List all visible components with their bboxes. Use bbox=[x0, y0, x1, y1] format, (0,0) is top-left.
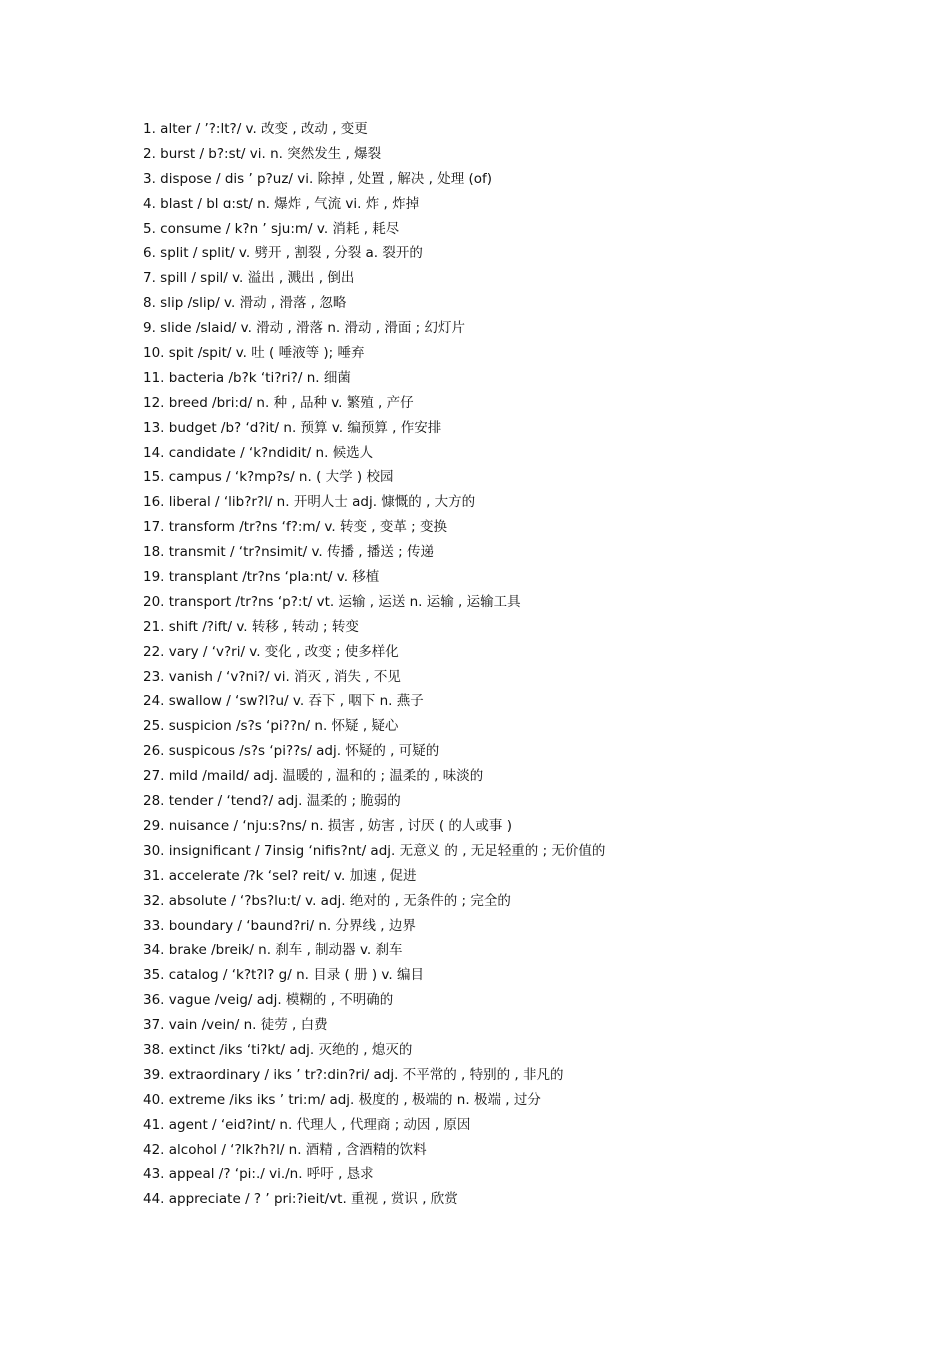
vocab-entry: 13. budget /b? ‘d?it/ n. 预算 v. 编预算 , 作安排 bbox=[143, 419, 442, 436]
vocab-entry: 38. extinct /iks ‘ti?kt/ adj. 灭绝的 , 熄灭的 bbox=[143, 1041, 413, 1058]
vocab-entry: 32. absolute / ‘?bs?lu:t/ v. adj. 绝对的 , 无条件的 ; 完全的 bbox=[143, 892, 511, 909]
vocab-entry: 19. transplant /tr?ns ‘pla:nt/ v. 移植 bbox=[143, 569, 380, 586]
vocab-entry: 3. dispose / dis ’ p?uz/ vi. 除掉 , 处置 , 解决 , 处理 (of) bbox=[143, 170, 493, 187]
vocab-entry: 26. suspicous /s?s ‘pi??s/ adj. 怀疑的 , 可疑的 bbox=[143, 743, 440, 760]
vocab-entry: 36. vague /veig/ adj. 模糊的 , 不明确的 bbox=[143, 992, 394, 1009]
vocabulary-list bbox=[143, 117, 923, 1212]
vocab-entry: 30. insignificant / 7insig ‘nifis?nt/ adj. 无意义 的 , 无足轻重的 ; 无价值的 bbox=[143, 842, 606, 859]
vocab-entry: 16. liberal / ‘lib?r?l/ n. 开明人士 adj. 慷慨的 , 大方的 bbox=[143, 494, 476, 511]
vocab-entry: 15. campus / ‘k?mp?s/ n. ( 大学 ) 校园 bbox=[143, 469, 394, 486]
vocab-entry: 11. bacteria /b?k ‘ti?ri?/ n. 细菌 bbox=[143, 369, 351, 386]
vocab-entry: 29. nuisance / ‘nju:s?ns/ n. 损害 , 妨害 , 讨厌 ( 的人或事 ) bbox=[143, 817, 512, 834]
vocab-entry: 21. shift /?ift/ v. 转移 , 转动 ; 转变 bbox=[143, 618, 359, 635]
vocab-entry: 34. brake /breik/ n. 刹车 , 制动器 v. 刹车 bbox=[143, 942, 403, 959]
vocab-entry: 2. burst / b?:st/ vi. n. 突然发生 , 爆裂 bbox=[143, 145, 382, 162]
vocab-entry: 22. vary / ‘v?ri/ v. 变化 , 改变 ; 使多样化 bbox=[143, 643, 399, 660]
vocab-entry: 24. swallow / ‘sw?l?u/ v. 吞下 , 咽下 n. 燕子 bbox=[143, 693, 424, 710]
vocab-entry: 28. tender / ‘tend?/ adj. 温柔的 ; 脆弱的 bbox=[143, 793, 401, 810]
vocab-entry: 17. transform /tr?ns ‘f?:m/ v. 转变 , 变革 ; 变换 bbox=[143, 519, 447, 536]
vocab-entry: 5. consume / k?n ’ sju:m/ v. 消耗 , 耗尽 bbox=[143, 220, 400, 237]
vocab-entry: 41. agent / ‘eid?int/ n. 代理人 , 代理商 ; 动因 , 原因 bbox=[143, 1116, 471, 1133]
vocab-entry: 12. breed /bri:d/ n. 种 , 品种 v. 繁殖 , 产仔 bbox=[143, 394, 414, 411]
vocab-entry: 9. slide /slaid/ v. 滑动 , 滑落 n. 滑动 , 滑面 ; 幻灯片 bbox=[143, 320, 465, 337]
vocab-entry: 8. slip /slip/ v. 滑动 , 滑落 , 忽略 bbox=[143, 295, 347, 312]
vocab-entry: 39. extraordinary / iks ’ tr?:din?ri/ adj. 不平常的 , 特别的 , 非凡的 bbox=[143, 1066, 564, 1083]
vocab-entry: 7. spill / spil/ v. 溢出 , 溅出 , 倒出 bbox=[143, 270, 355, 287]
vocab-entry: 25. suspicion /s?s ‘pi??n/ n. 怀疑 , 疑心 bbox=[143, 718, 399, 735]
vocab-entry: 37. vain /vein/ n. 徒劳 , 白费 bbox=[143, 1017, 328, 1034]
vocab-entry: 18. transmit / ‘tr?nsimit/ v. 传播 , 播送 ; 传递 bbox=[143, 544, 434, 561]
vocab-entry: 4. blast / bl ɑ:st/ n. 爆炸 , 气流 vi. 炸 , 炸掉 bbox=[143, 195, 420, 212]
vocab-entry: 10. spit /spit/ v. 吐 ( 唾液等 ); 唾弃 bbox=[143, 345, 365, 362]
vocab-entry: 40. extreme /iks iks ’ tri:m/ adj. 极度的 , 极端的 n. 极端 , 过分 bbox=[143, 1091, 541, 1108]
vocab-entry: 44. appreciate / ? ’ pri:?ieit/vt. 重视 , 赏识 , 欣赏 bbox=[143, 1191, 458, 1208]
vocab-entry: 33. boundary / ‘baund?ri/ n. 分界线 , 边界 bbox=[143, 917, 416, 934]
vocab-entry: 35. catalog / ‘k?t?l? g/ n. 目录 ( 册 ) v. 编目 bbox=[143, 967, 424, 984]
vocab-entry: 31. accelerate /?k ‘sel? reit/ v. 加速 , 促进 bbox=[143, 867, 417, 884]
vocab-entry: 23. vanish / ‘v?ni?/ vi. 消灭 , 消失 , 不见 bbox=[143, 668, 401, 685]
vocab-entry: 42. alcohol / ‘?lk?h?l/ n. 酒精 , 含酒精的饮料 bbox=[143, 1141, 427, 1158]
vocab-entry: 20. transport /tr?ns ‘p?:t/ vt. 运输 , 运送 n. 运输 , 运输工具 bbox=[143, 593, 521, 610]
vocab-entry: 27. mild /maild/ adj. 温暖的 , 温和的 ; 温柔的 , 味淡的 bbox=[143, 768, 484, 785]
vocab-entry: 1. alter / ’?:lt?/ v. 改变 , 改动 , 变更 bbox=[143, 121, 368, 137]
vocab-entry: 6. split / split/ v. 劈开 , 割裂 , 分裂 a. 裂开的 bbox=[143, 245, 423, 262]
vocab-entry: 43. appeal /? ‘pi:./ vi./n. 呼吁 , 恳求 bbox=[143, 1166, 374, 1183]
vocab-entry: 14. candidate / ‘k?ndidit/ n. 候选人 bbox=[143, 444, 374, 461]
